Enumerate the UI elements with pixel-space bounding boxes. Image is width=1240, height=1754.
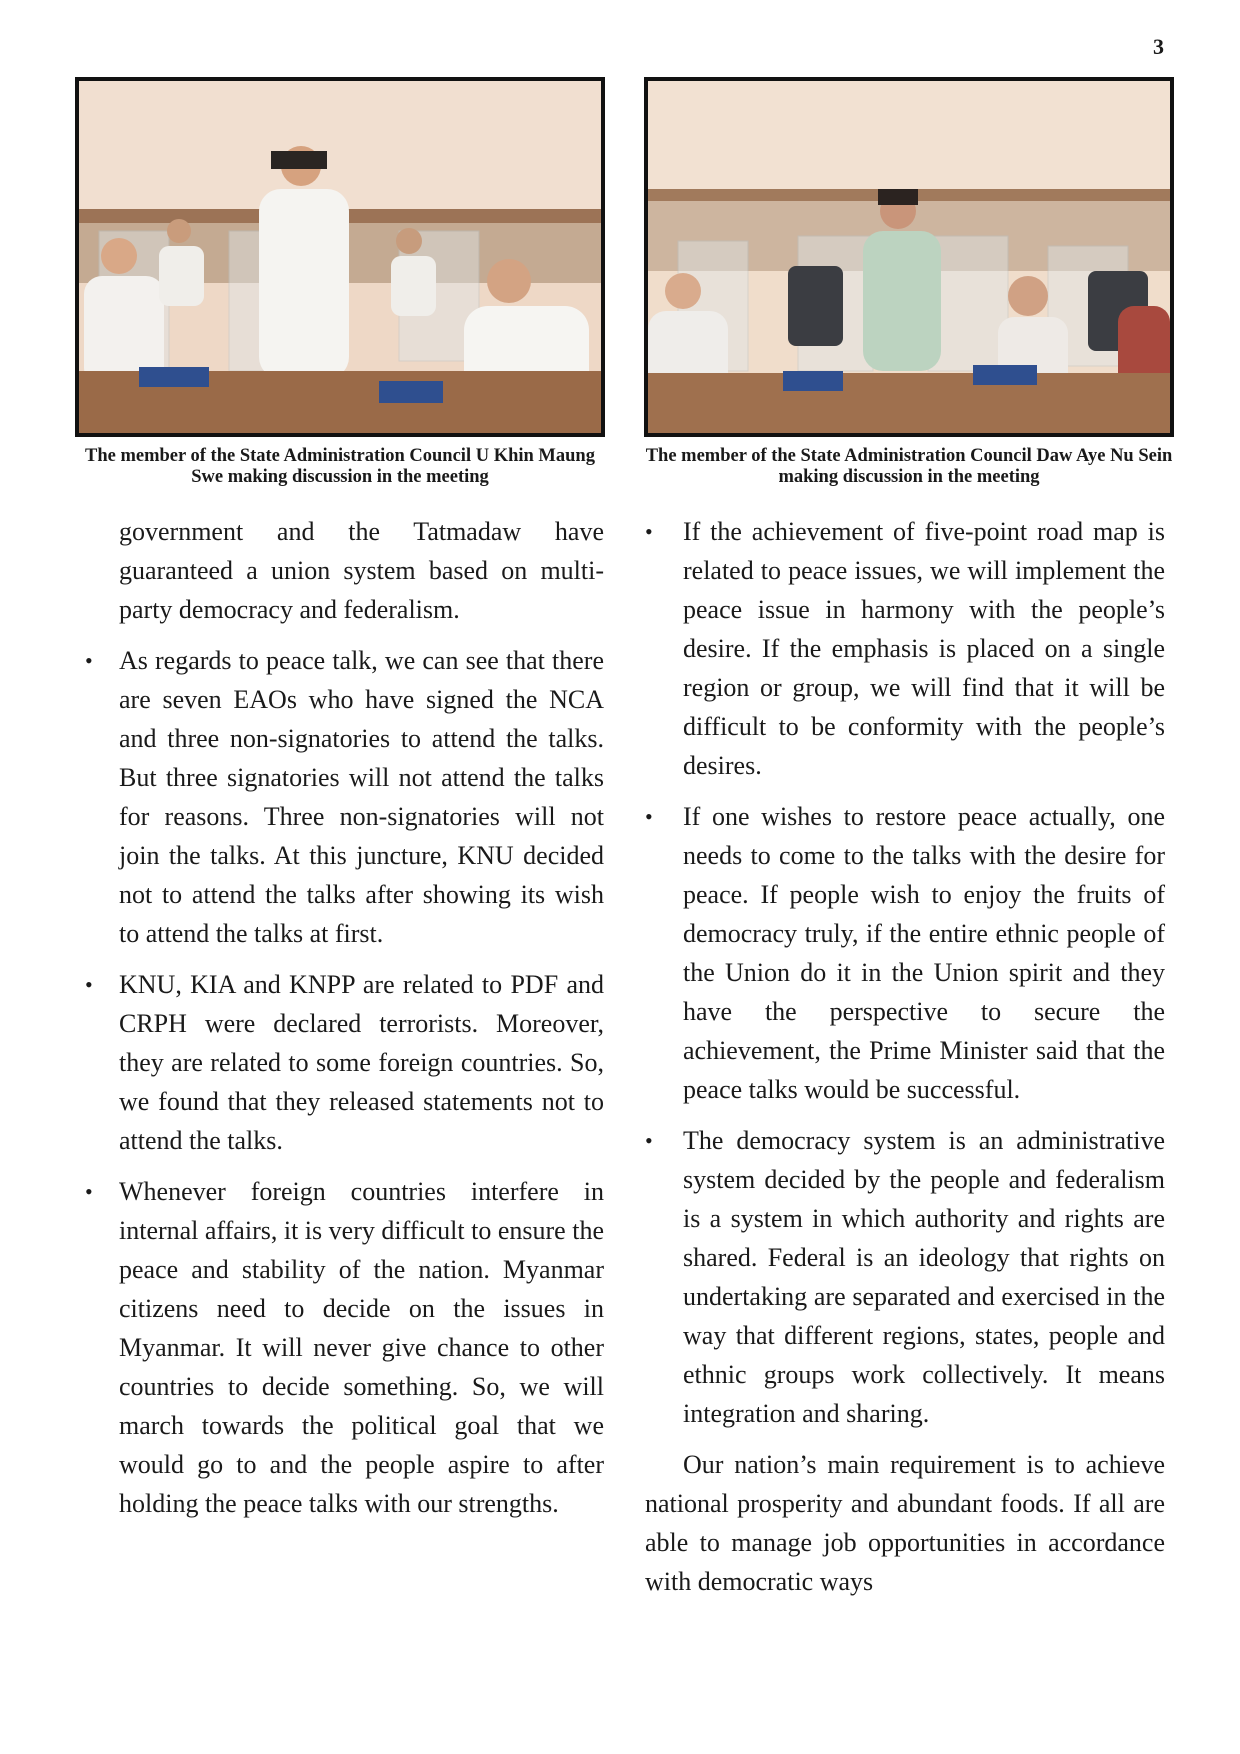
meeting-photo-right <box>644 77 1174 437</box>
bullet-dot-icon: • <box>85 972 93 997</box>
bullet-point <box>645 512 1165 785</box>
bullet-text: As regards to peace talk, we can see that there are seven EAOs who have signed the NCA and three non-signatories to attend the talks. But three signatories will not attend the talks for reasons. Three non-signatories will not join the talks. At this juncture, KNU decided not to attend the talks after showing its wish to attend the talks at first. <box>119 646 604 948</box>
bullet-point <box>85 965 604 1160</box>
closing-paragraph: Our nation’s main requirement is to achieve national prosperity and abundant foods. If all are able to manage job opportunities in accordance with democratic ways <box>645 1450 1165 1596</box>
left-text-column <box>85 512 604 1535</box>
page-number: 3 <box>1153 34 1164 59</box>
bullet-dot-icon: • <box>645 519 653 544</box>
bullet-dot-icon: • <box>645 804 653 829</box>
continued-paragraph: government and the Tatmadaw have guaranteed a union system based on multi-party democracy and federalism. <box>119 517 604 624</box>
photo-caption-right: The member of the State Administration Council Daw Aye Nu Sein making discussion in the meeting <box>645 446 1173 487</box>
bullet-dot-icon: • <box>85 1179 93 1204</box>
meeting-photo-left <box>75 77 605 437</box>
bullet-text: If the achievement of five-point road map is related to peace issues, we will implement the peace issue in harmony with the people’s desire. If the emphasis is placed on a single region or group, we will find that it will be difficult to be conformity with the people’s desires. <box>683 517 1165 780</box>
bullet-text: Whenever foreign countries interfere in internal affairs, it is very difficult to ensure the peace and stability of the nation. Myanmar citizens need to decide on the issues in Myanmar. It will never give chance to other countries to decide something. So, we will march towards the political goal that we would go to and the people aspire to after holding the peace talks with our strengths. <box>119 1177 604 1518</box>
bullet-point <box>85 641 604 953</box>
bullet-point <box>85 1172 604 1523</box>
bullet-text: KNU, KIA and KNPP are related to PDF and CRPH were declared terrorists. Moreover, they are related to some foreign countries. So, we found that they released statements not to attend the talks. <box>119 970 604 1155</box>
bullet-dot-icon: • <box>645 1128 653 1153</box>
bullet-text: If one wishes to restore peace actually, one needs to come to the talks with the desire for peace. If people wish to enjoy the fruits of democracy truly, if the entire ethnic people of the Union do it in the Union spirit and they have the perspective to secure the achievement, the Prime Minister said that the peace talks would be successful. <box>683 802 1165 1104</box>
bullet-text: The democracy system is an administrative system decided by the people and federalism is a system in which authority and rights are shared. Federal is an ideology that rights on undertaking are separated and exercised in the way that different regions, states, people and ethnic groups work collectively. It means integration and sharing. <box>683 1126 1165 1428</box>
photo-caption-left: The member of the State Administration Council U Khin Maung Swe making discussion in the meeting <box>85 446 595 487</box>
bullet-dot-icon: • <box>85 648 93 673</box>
bullet-point <box>645 1121 1165 1433</box>
right-text-column <box>645 512 1165 1601</box>
bullet-point <box>645 797 1165 1109</box>
